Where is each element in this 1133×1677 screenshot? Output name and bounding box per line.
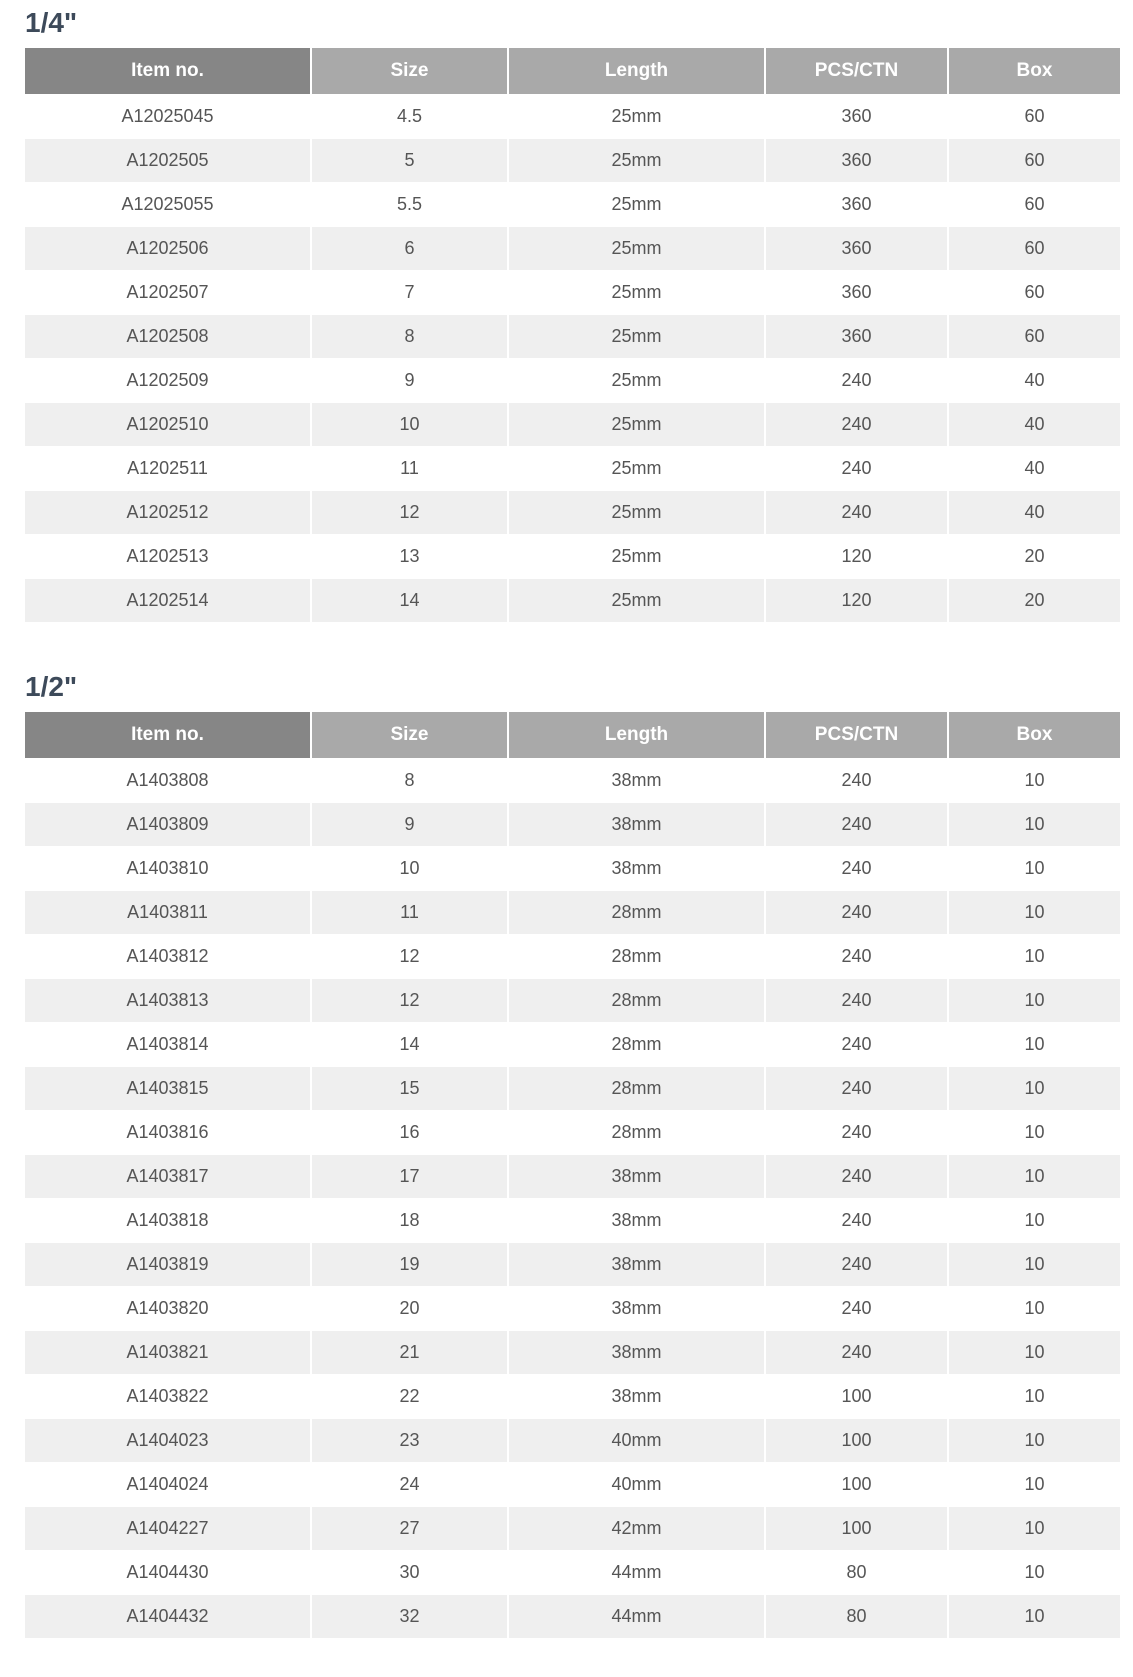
cell-item-no: A1403822 [25, 1374, 310, 1418]
cell-box: 10 [947, 1154, 1120, 1198]
table-row [25, 358, 1120, 402]
cell-item-no: A12025055 [25, 182, 310, 226]
cell-length: 25mm [507, 490, 764, 534]
cell-size: 19 [310, 1242, 507, 1286]
cell-length: 28mm [507, 1022, 764, 1066]
cell-size: 11 [310, 890, 507, 934]
cell-length: 38mm [507, 1154, 764, 1198]
cell-item-no: A1404430 [25, 1550, 310, 1594]
cell-item-no: A1202511 [25, 446, 310, 490]
cell-box: 10 [947, 1550, 1120, 1594]
table-row [25, 802, 1120, 846]
cell-length: 25mm [507, 182, 764, 226]
cell-length: 44mm [507, 1550, 764, 1594]
cell-pcs-ctn: 360 [764, 138, 947, 182]
table-row [25, 578, 1120, 622]
cell-item-no: A1202509 [25, 358, 310, 402]
cell-size: 5.5 [310, 182, 507, 226]
cell-size: 7 [310, 270, 507, 314]
cell-item-no: A1403821 [25, 1330, 310, 1374]
table-body [25, 94, 1120, 622]
cell-size: 6 [310, 226, 507, 270]
cell-length: 25mm [507, 270, 764, 314]
cell-pcs-ctn: 240 [764, 1330, 947, 1374]
column-header-box: Box [947, 48, 1120, 94]
table-row [25, 978, 1120, 1022]
cell-pcs-ctn: 120 [764, 534, 947, 578]
cell-size: 24 [310, 1462, 507, 1506]
cell-item-no: A1202506 [25, 226, 310, 270]
cell-item-no: A1403811 [25, 890, 310, 934]
column-header-length: Length [507, 48, 764, 94]
cell-length: 25mm [507, 446, 764, 490]
section-title-half-inch: 1/2" [25, 671, 78, 702]
table-row [25, 758, 1120, 802]
cell-length: 40mm [507, 1462, 764, 1506]
cell-size: 16 [310, 1110, 507, 1154]
cell-pcs-ctn: 240 [764, 890, 947, 934]
table-row [25, 1022, 1120, 1066]
cell-pcs-ctn: 360 [764, 314, 947, 358]
cell-size: 21 [310, 1330, 507, 1374]
cell-box: 10 [947, 934, 1120, 978]
cell-length: 28mm [507, 978, 764, 1022]
cell-pcs-ctn: 80 [764, 1594, 947, 1638]
cell-item-no: A1404024 [25, 1462, 310, 1506]
cell-length: 42mm [507, 1506, 764, 1550]
cell-size: 14 [310, 1022, 507, 1066]
table-row [25, 1374, 1120, 1418]
cell-length: 25mm [507, 358, 764, 402]
cell-size: 4.5 [310, 94, 507, 138]
column-header-length: Length [507, 712, 764, 758]
cell-item-no: A1403815 [25, 1066, 310, 1110]
cell-item-no: A1202508 [25, 314, 310, 358]
cell-length: 38mm [507, 1330, 764, 1374]
table-row [25, 1506, 1120, 1550]
cell-box: 10 [947, 1330, 1120, 1374]
column-header-pcs-ctn: PCS/CTN [764, 48, 947, 94]
table-row [25, 446, 1120, 490]
cell-length: 40mm [507, 1418, 764, 1462]
cell-length: 25mm [507, 226, 764, 270]
cell-item-no: A1403819 [25, 1242, 310, 1286]
cell-box: 10 [947, 1418, 1120, 1462]
cell-box: 10 [947, 1462, 1120, 1506]
cell-item-no: A1403808 [25, 758, 310, 802]
cell-length: 38mm [507, 846, 764, 890]
table-body [25, 758, 1120, 1638]
cell-box: 10 [947, 758, 1120, 802]
column-header-box: Box [947, 712, 1120, 758]
cell-box: 20 [947, 534, 1120, 578]
cell-size: 17 [310, 1154, 507, 1198]
cell-item-no: A1202505 [25, 138, 310, 182]
cell-pcs-ctn: 240 [764, 446, 947, 490]
cell-box: 10 [947, 1286, 1120, 1330]
cell-box: 10 [947, 1374, 1120, 1418]
cell-length: 25mm [507, 314, 764, 358]
table-row [25, 1066, 1120, 1110]
column-header-size: Size [310, 48, 507, 94]
cell-size: 5 [310, 138, 507, 182]
cell-size: 8 [310, 758, 507, 802]
cell-item-no: A1202510 [25, 402, 310, 446]
cell-length: 38mm [507, 1242, 764, 1286]
table-header-row [25, 712, 1120, 758]
cell-pcs-ctn: 240 [764, 1066, 947, 1110]
cell-item-no: A1403818 [25, 1198, 310, 1242]
cell-size: 13 [310, 534, 507, 578]
cell-item-no: A1202507 [25, 270, 310, 314]
cell-pcs-ctn: 240 [764, 1242, 947, 1286]
cell-pcs-ctn: 240 [764, 1110, 947, 1154]
spec-table-half-inch [25, 712, 1120, 1638]
table-row [25, 490, 1120, 534]
cell-box: 10 [947, 802, 1120, 846]
cell-item-no: A1202512 [25, 490, 310, 534]
cell-box: 10 [947, 890, 1120, 934]
cell-pcs-ctn: 240 [764, 934, 947, 978]
cell-size: 10 [310, 846, 507, 890]
cell-pcs-ctn: 240 [764, 402, 947, 446]
cell-item-no: A1404227 [25, 1506, 310, 1550]
cell-length: 38mm [507, 758, 764, 802]
cell-box: 40 [947, 402, 1120, 446]
cell-size: 22 [310, 1374, 507, 1418]
cell-size: 32 [310, 1594, 507, 1638]
cell-box: 60 [947, 270, 1120, 314]
cell-box: 10 [947, 1594, 1120, 1638]
table-row [25, 1154, 1120, 1198]
cell-box: 10 [947, 1506, 1120, 1550]
cell-pcs-ctn: 100 [764, 1506, 947, 1550]
cell-pcs-ctn: 240 [764, 1154, 947, 1198]
table-row [25, 138, 1120, 182]
cell-size: 12 [310, 490, 507, 534]
cell-pcs-ctn: 240 [764, 846, 947, 890]
cell-size: 10 [310, 402, 507, 446]
cell-pcs-ctn: 240 [764, 490, 947, 534]
cell-length: 25mm [507, 138, 764, 182]
cell-pcs-ctn: 120 [764, 578, 947, 622]
cell-item-no: A1404432 [25, 1594, 310, 1638]
table-row [25, 1286, 1120, 1330]
cell-box: 10 [947, 1198, 1120, 1242]
table-row [25, 1110, 1120, 1154]
cell-box: 10 [947, 1066, 1120, 1110]
table-row [25, 270, 1120, 314]
table-row [25, 890, 1120, 934]
cell-box: 60 [947, 314, 1120, 358]
cell-length: 25mm [507, 402, 764, 446]
cell-length: 44mm [507, 1594, 764, 1638]
section-title-quarter-inch: 1/4" [25, 7, 78, 38]
cell-item-no: A1403817 [25, 1154, 310, 1198]
cell-item-no: A1202514 [25, 578, 310, 622]
cell-pcs-ctn: 240 [764, 1286, 947, 1330]
table-row [25, 314, 1120, 358]
cell-size: 18 [310, 1198, 507, 1242]
column-header-pcs-ctn: PCS/CTN [764, 712, 947, 758]
cell-pcs-ctn: 360 [764, 94, 947, 138]
spec-table-quarter-inch [25, 48, 1120, 622]
cell-size: 20 [310, 1286, 507, 1330]
cell-pcs-ctn: 240 [764, 758, 947, 802]
cell-length: 38mm [507, 802, 764, 846]
table-row [25, 534, 1120, 578]
cell-box: 40 [947, 358, 1120, 402]
cell-box: 10 [947, 1022, 1120, 1066]
cell-pcs-ctn: 100 [764, 1374, 947, 1418]
table-row [25, 934, 1120, 978]
cell-length: 28mm [507, 934, 764, 978]
table-row [25, 1550, 1120, 1594]
cell-length: 25mm [507, 578, 764, 622]
cell-item-no: A1403809 [25, 802, 310, 846]
cell-pcs-ctn: 240 [764, 1198, 947, 1242]
cell-size: 8 [310, 314, 507, 358]
table-row [25, 182, 1120, 226]
cell-length: 25mm [507, 534, 764, 578]
cell-pcs-ctn: 240 [764, 802, 947, 846]
cell-item-no: A12025045 [25, 94, 310, 138]
cell-item-no: A1403812 [25, 934, 310, 978]
cell-length: 25mm [507, 94, 764, 138]
cell-box: 60 [947, 138, 1120, 182]
cell-size: 11 [310, 446, 507, 490]
cell-item-no: A1403813 [25, 978, 310, 1022]
cell-item-no: A1404023 [25, 1418, 310, 1462]
cell-length: 28mm [507, 1066, 764, 1110]
column-header-item-no: Item no. [25, 48, 310, 94]
cell-box: 40 [947, 490, 1120, 534]
spec-document [25, 0, 1120, 1638]
cell-box: 10 [947, 978, 1120, 1022]
cell-box: 10 [947, 846, 1120, 890]
cell-size: 23 [310, 1418, 507, 1462]
table-row [25, 402, 1120, 446]
cell-box: 10 [947, 1242, 1120, 1286]
cell-size: 15 [310, 1066, 507, 1110]
column-header-size: Size [310, 712, 507, 758]
table-row [25, 1198, 1120, 1242]
cell-size: 12 [310, 978, 507, 1022]
table-row [25, 846, 1120, 890]
cell-pcs-ctn: 360 [764, 270, 947, 314]
cell-length: 38mm [507, 1374, 764, 1418]
cell-pcs-ctn: 360 [764, 226, 947, 270]
cell-box: 10 [947, 1110, 1120, 1154]
cell-pcs-ctn: 100 [764, 1418, 947, 1462]
column-header-item-no: Item no. [25, 712, 310, 758]
table-row [25, 226, 1120, 270]
cell-pcs-ctn: 240 [764, 978, 947, 1022]
cell-box: 60 [947, 94, 1120, 138]
table-header-row [25, 48, 1120, 94]
cell-length: 38mm [507, 1198, 764, 1242]
cell-size: 30 [310, 1550, 507, 1594]
cell-item-no: A1403814 [25, 1022, 310, 1066]
cell-box: 40 [947, 446, 1120, 490]
table-row [25, 1462, 1120, 1506]
cell-length: 28mm [507, 1110, 764, 1154]
cell-size: 9 [310, 358, 507, 402]
cell-box: 60 [947, 182, 1120, 226]
cell-pcs-ctn: 240 [764, 1022, 947, 1066]
cell-item-no: A1403820 [25, 1286, 310, 1330]
cell-length: 38mm [507, 1286, 764, 1330]
cell-pcs-ctn: 240 [764, 358, 947, 402]
cell-box: 60 [947, 226, 1120, 270]
cell-item-no: A1202513 [25, 534, 310, 578]
table-row [25, 1330, 1120, 1374]
table-row [25, 1418, 1120, 1462]
table-row [25, 94, 1120, 138]
table-row [25, 1242, 1120, 1286]
cell-length: 28mm [507, 890, 764, 934]
cell-size: 27 [310, 1506, 507, 1550]
cell-size: 9 [310, 802, 507, 846]
cell-pcs-ctn: 80 [764, 1550, 947, 1594]
cell-item-no: A1403810 [25, 846, 310, 890]
cell-box: 20 [947, 578, 1120, 622]
cell-item-no: A1403816 [25, 1110, 310, 1154]
cell-size: 14 [310, 578, 507, 622]
cell-pcs-ctn: 360 [764, 182, 947, 226]
table-row [25, 1594, 1120, 1638]
cell-pcs-ctn: 100 [764, 1462, 947, 1506]
cell-size: 12 [310, 934, 507, 978]
